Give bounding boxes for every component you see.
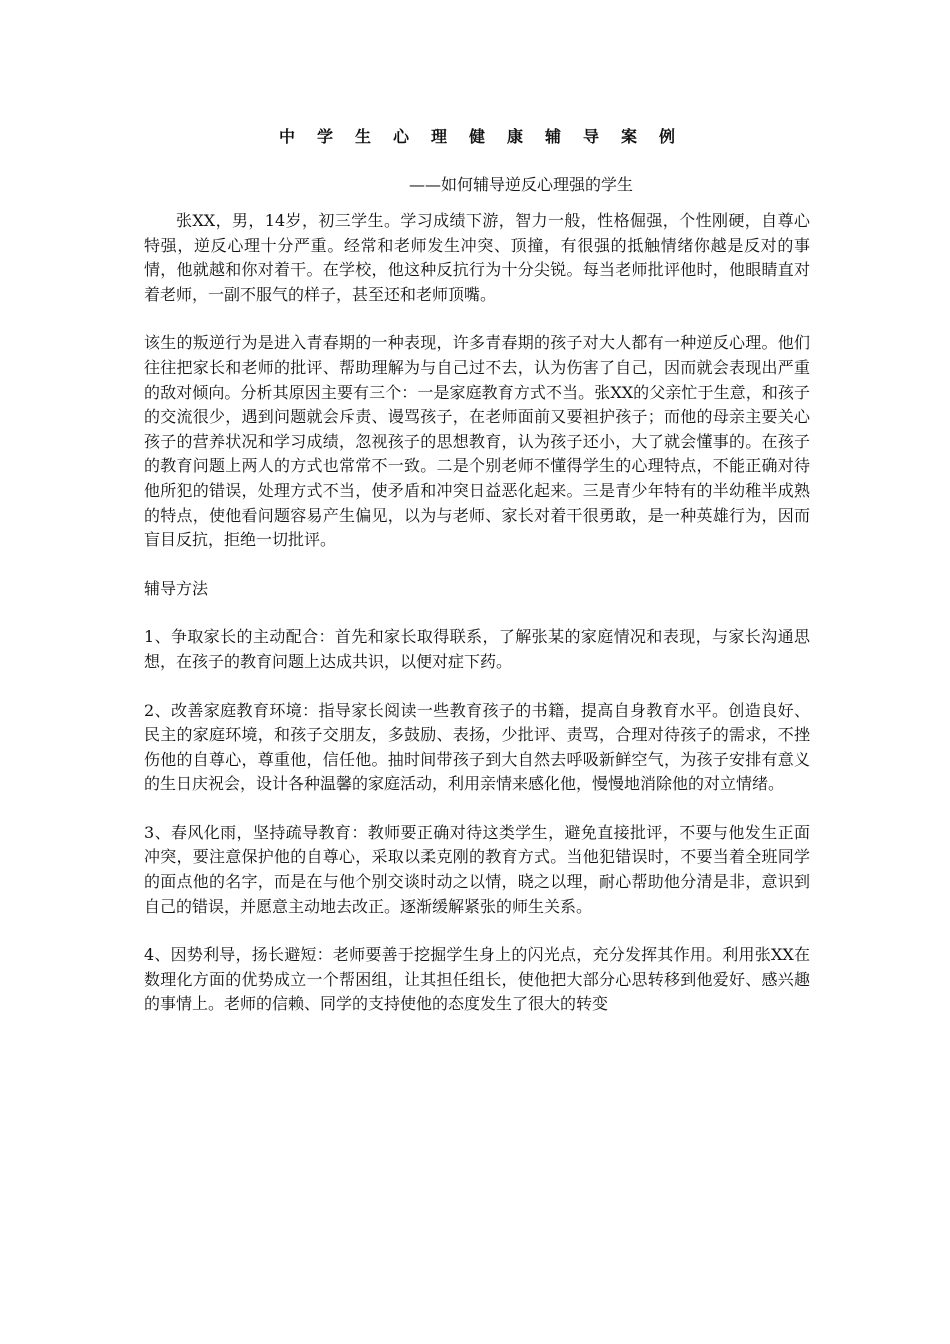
document-subtitle: ——如何辅导逆反心理强的学生 — [408, 175, 633, 194]
document-page — [144, 125, 810, 1017]
paragraph-gap — [144, 307, 810, 331]
paragraph-gap — [144, 675, 810, 699]
paragraph-intro: 张XX，男，14岁，初三学生。学习成绩下游，智力一般，性格倔强，个性刚硬，自尊心特强，逆反心理十分严重。经常和老师发生冲突、顶撞，有很强的抵触情绪你越是反对的事情，他就越和你对着干。在学校，他这种反抗行为十分尖锐。每当老师批评他时，他眼睛直对着老师，一副不服气的样子，甚至还和老师顶嘴。 — [144, 211, 810, 304]
paragraph-gap — [144, 919, 810, 943]
paragraph-method-4: 4、因势利导，扬长避短：老师要善于挖掘学生身上的闪光点，充分发挥其作用。利用张XX在数理化方面的优势成立一个帮困组，让其担任组长，使他把大部分心思转移到他爱好、感兴趣的事情上。老师的信赖、同学的支持使他的态度发生了很大的转变 — [144, 945, 810, 1014]
paragraph-method-2: 2、改善家庭教育环境：指导家长阅读一些教育孩子的书籍，提高自身教育水平。创造良好、民主的家庭环境，和孩子交朋友，多鼓励、表扬，少批评、责骂，合理对待孩子的需求，不挫伤他的自尊心，尊重他，信任他。抽时间带孩子到大自然去呼吸新鲜空气，为孩子安排有意义的生日庆祝会，设计各种温馨的家庭活动，利用亲情来感化他，慢慢地消除他的对立情绪。 — [144, 700, 810, 794]
section-heading-methods: 辅导方法 — [144, 578, 209, 598]
paragraph-gap — [144, 797, 810, 821]
document-title: 中学生心理健康辅导案例 — [278, 127, 697, 146]
paragraph-gap — [144, 553, 810, 577]
paragraph-method-1: 1、争取家长的主动配合：首先和家长取得联系，了解张某的家庭情况和表现，与家长沟通思想，在孩子的教育问题上达成共识，以便对症下药。 — [144, 627, 810, 671]
paragraph-analysis: 该生的叛逆行为是进入青春期的一种表现，许多青春期的孩子对大人都有一种逆反心理。他们往往把家长和老师的批评、帮助理解为与自己过不去，认为伤害了自己，因而就会表现出严重的敌对倾向。分析其原因主要有三个：一是家庭教育方式不当。张XX的父亲忙于生意，和孩子的交流很少，遇到问题就会斥责、谩骂孩子，在老师面前又要袒护孩子；而他的母亲主要关心孩子的营养状况和学习成绩，忽视孩子的思想教育，认为孩子还小，大了就会懂事的。在孩子的教育问题上两人的方式也常常不一致。二是个别老师不懂得学生的心理特点，不能正确对待他所犯的错误，处理方式不当，使矛盾和冲突日益恶化起来。三是青少年特有的半幼稚半成熟的特点，使他看问题容易产生偏见，以为与老师、家长对着干很勇敢，是一种英雄行为，因而盲目反抗，拒绝一切批评。 — [144, 333, 810, 550]
paragraph-method-3: 3、春风化雨，坚持疏导教育：教师要正确对待这类学生，避免直接批评，不要与他发生正面冲突，要注意保护他的自尊心，采取以柔克刚的教育方式。当他犯错误时，不要当着全班同学的面点他的名字，而是在与他个别交谈时动之以情，晓之以理，耐心帮助他分清是非，意识到自己的错误，并愿意主动地去改正。逐渐缓解紧张的师生关系。 — [144, 822, 810, 916]
paragraph-gap — [144, 601, 810, 625]
